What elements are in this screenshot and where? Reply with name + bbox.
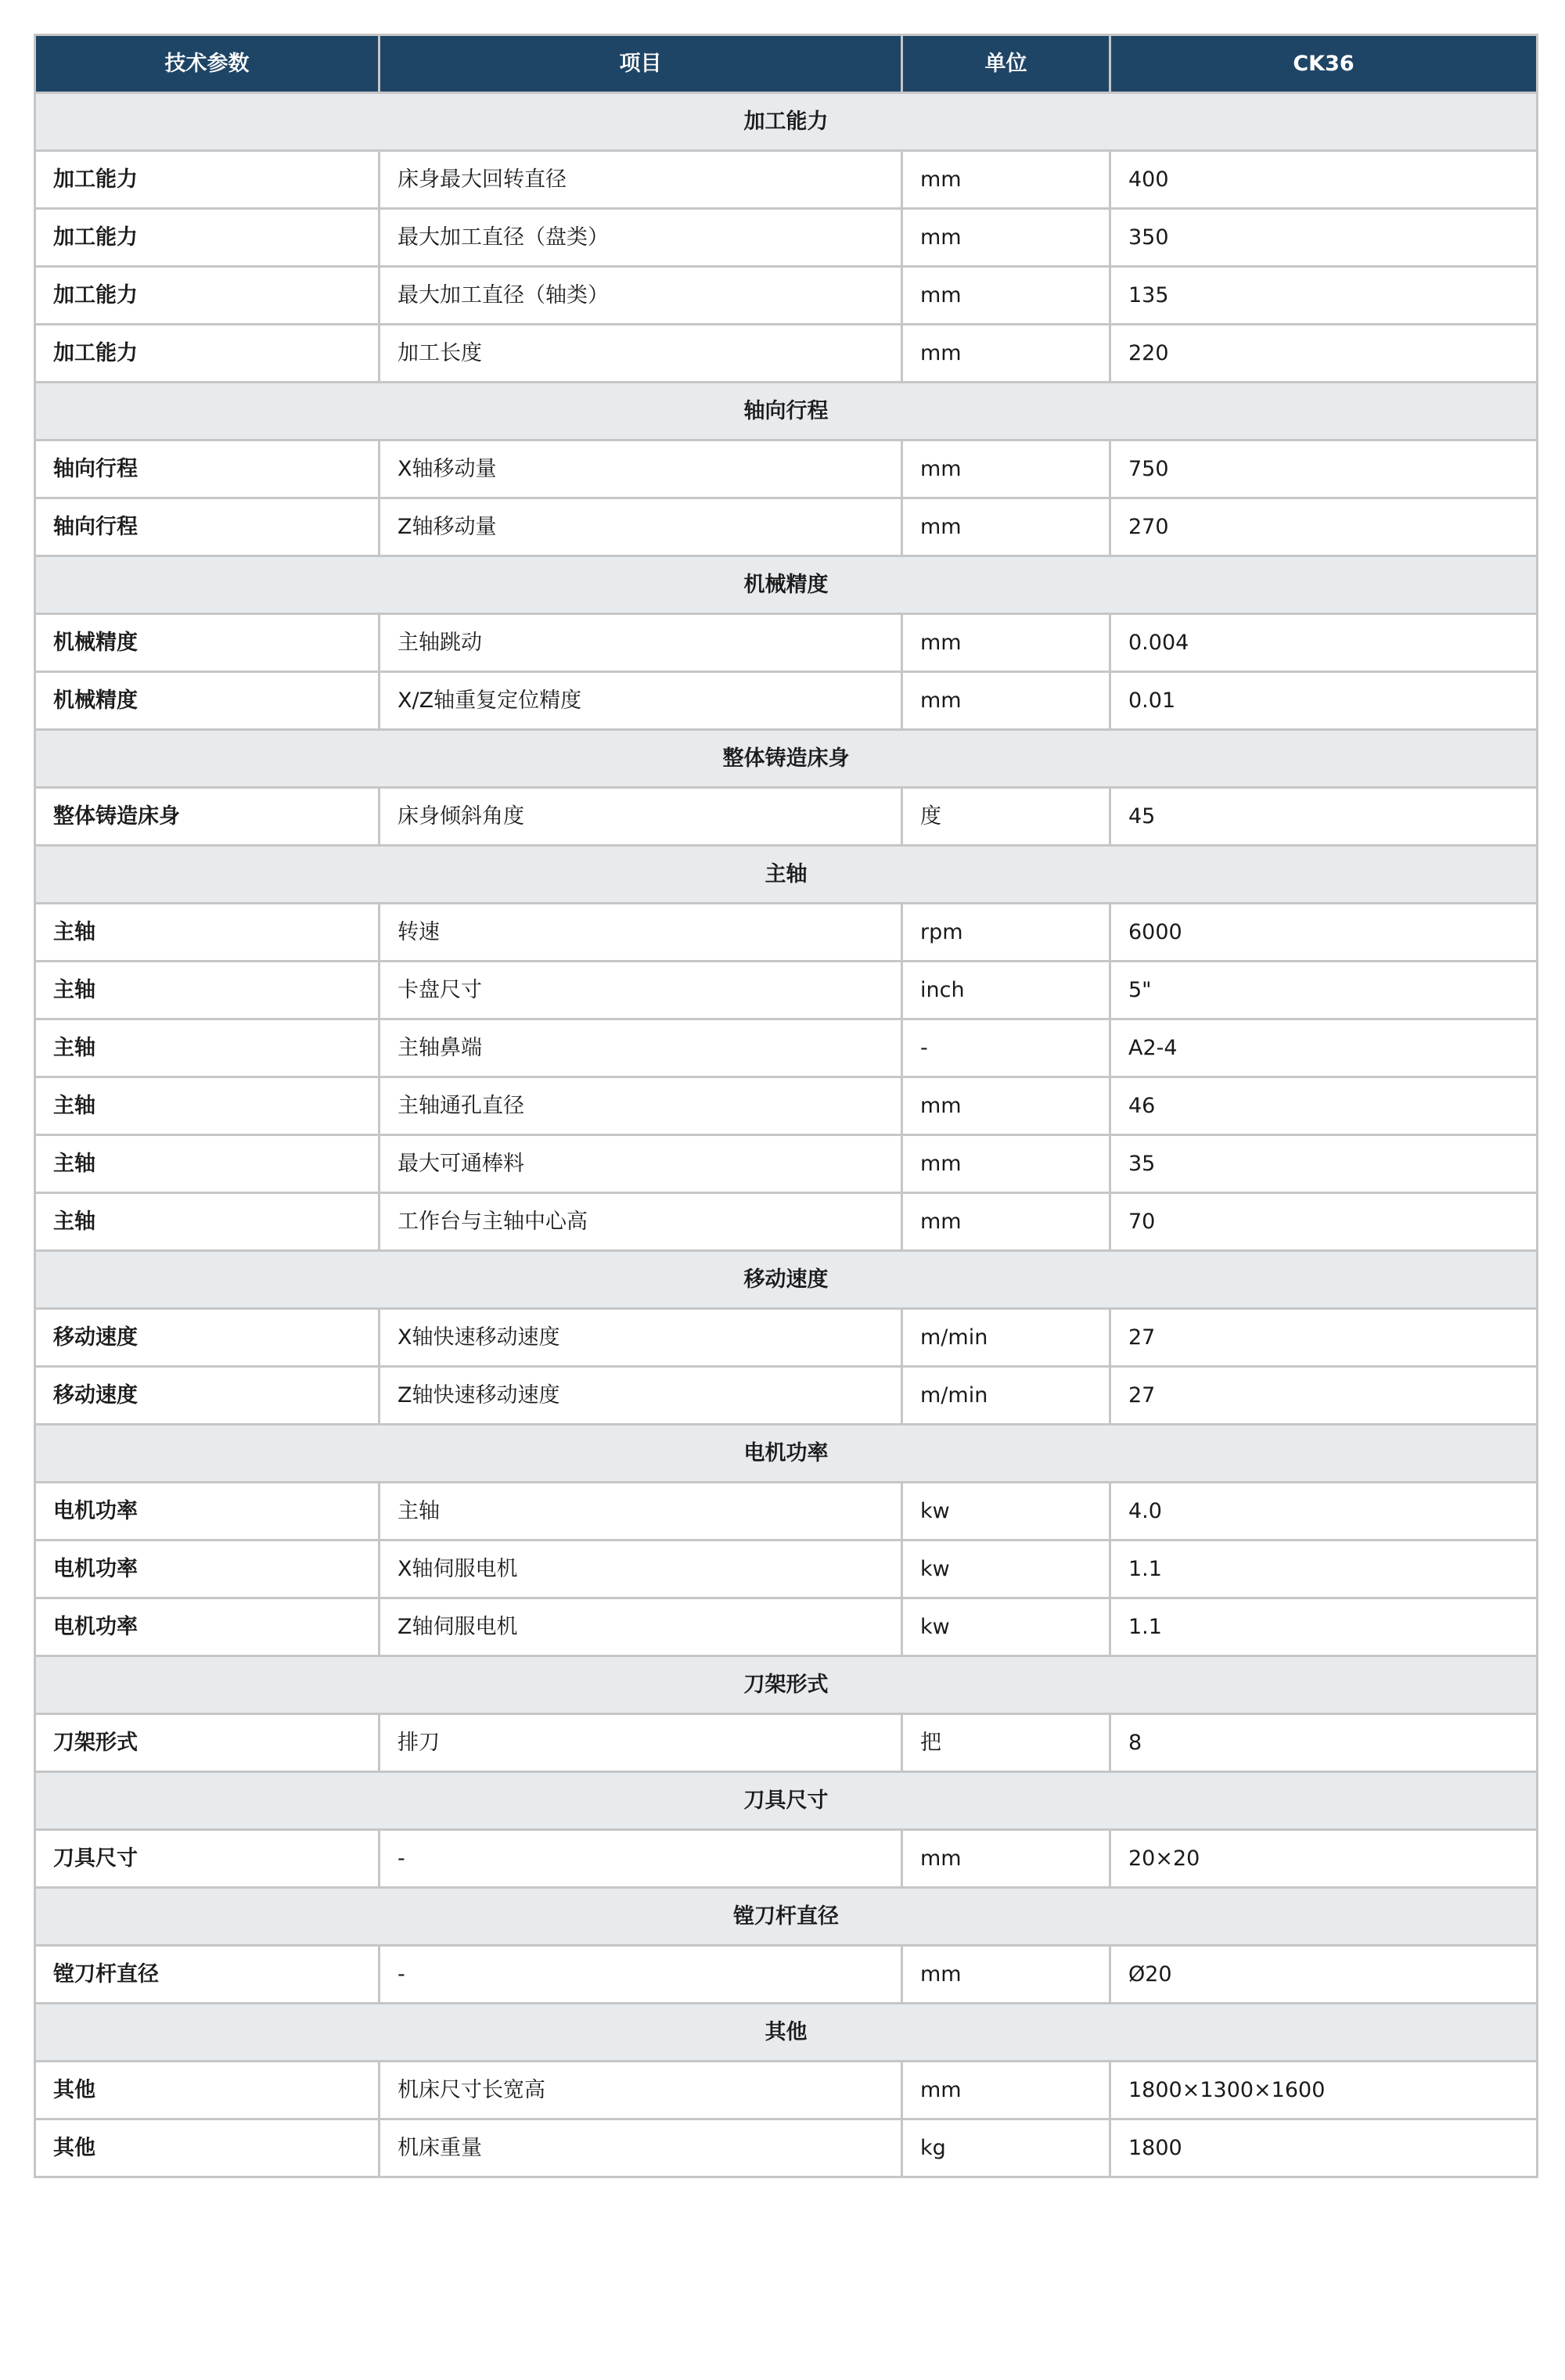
table-row (35, 1135, 1538, 1193)
value-cell: 45 (1110, 788, 1538, 846)
param-cell: 整体铸造床身 (35, 788, 380, 846)
value-cell: 35 (1110, 1135, 1538, 1193)
unit-cell: mm (902, 1077, 1110, 1135)
value-cell: 27 (1110, 1309, 1538, 1367)
param-cell: 加工能力 (35, 151, 380, 209)
item-cell: 最大加工直径（盘类） (380, 209, 902, 267)
unit-cell: mm (902, 209, 1110, 267)
table-row (35, 151, 1538, 209)
section-header-row (35, 556, 1538, 614)
header-param: 技术参数 (35, 35, 380, 93)
table-row (35, 1193, 1538, 1251)
value-cell: 1.1 (1110, 1598, 1538, 1656)
value-cell: A2-4 (1110, 1019, 1538, 1077)
unit-cell: kw (902, 1541, 1110, 1598)
table-row (35, 904, 1538, 962)
value-cell: 70 (1110, 1193, 1538, 1251)
header-row (35, 35, 1538, 93)
unit-cell: kw (902, 1598, 1110, 1656)
section-header-row (35, 1251, 1538, 1309)
unit-cell: mm (902, 151, 1110, 209)
item-cell: 转速 (380, 904, 902, 962)
value-cell: 8 (1110, 1714, 1538, 1772)
section-title: 镗刀杆直径 (35, 1888, 1538, 1946)
table-row (35, 1830, 1538, 1888)
param-cell: 轴向行程 (35, 498, 380, 556)
item-cell: 床身倾斜角度 (380, 788, 902, 846)
item-cell: - (380, 1946, 902, 2004)
table-row (35, 440, 1538, 498)
section-title: 主轴 (35, 846, 1538, 904)
param-cell: 主轴 (35, 962, 380, 1019)
item-cell: 主轴 (380, 1483, 902, 1541)
item-cell: 主轴鼻端 (380, 1019, 902, 1077)
table-row (35, 1483, 1538, 1541)
unit-cell: m/min (902, 1309, 1110, 1367)
table-header (35, 35, 1538, 93)
unit-cell: m/min (902, 1367, 1110, 1425)
table-row (35, 2119, 1538, 2177)
section-title: 整体铸造床身 (35, 730, 1538, 788)
table-row (35, 325, 1538, 383)
item-cell: Z轴伺服电机 (380, 1598, 902, 1656)
table-row (35, 1598, 1538, 1656)
section-header-row (35, 1656, 1538, 1714)
item-cell: X/Z轴重复定位精度 (380, 672, 902, 730)
section-title: 轴向行程 (35, 383, 1538, 440)
item-cell: X轴伺服电机 (380, 1541, 902, 1598)
unit-cell: mm (902, 325, 1110, 383)
section-title: 机械精度 (35, 556, 1538, 614)
item-cell: 主轴跳动 (380, 614, 902, 672)
table-row (35, 1541, 1538, 1598)
value-cell: 20×20 (1110, 1830, 1538, 1888)
unit-cell: mm (902, 267, 1110, 325)
item-cell: 机床重量 (380, 2119, 902, 2177)
section-title: 刀具尺寸 (35, 1772, 1538, 1830)
section-header-row (35, 846, 1538, 904)
param-cell: 电机功率 (35, 1483, 380, 1541)
param-cell: 移动速度 (35, 1367, 380, 1425)
header-model: CK36 (1110, 35, 1538, 93)
table-body (35, 93, 1538, 2177)
param-cell: 机械精度 (35, 614, 380, 672)
item-cell: 机床尺寸长宽高 (380, 2062, 902, 2119)
param-cell: 刀具尺寸 (35, 1830, 380, 1888)
param-cell: 轴向行程 (35, 440, 380, 498)
value-cell: 46 (1110, 1077, 1538, 1135)
section-title: 其他 (35, 2004, 1538, 2062)
param-cell: 其他 (35, 2062, 380, 2119)
value-cell: 220 (1110, 325, 1538, 383)
value-cell: 5" (1110, 962, 1538, 1019)
value-cell: 1800 (1110, 2119, 1538, 2177)
table-row (35, 1714, 1538, 1772)
value-cell: 1.1 (1110, 1541, 1538, 1598)
item-cell: - (380, 1830, 902, 1888)
header-item: 项目 (380, 35, 902, 93)
table-row (35, 1309, 1538, 1367)
section-title: 移动速度 (35, 1251, 1538, 1309)
item-cell: Z轴移动量 (380, 498, 902, 556)
item-cell: 最大可通棒料 (380, 1135, 902, 1193)
value-cell: 6000 (1110, 904, 1538, 962)
value-cell: 27 (1110, 1367, 1538, 1425)
value-cell: 135 (1110, 267, 1538, 325)
value-cell: 750 (1110, 440, 1538, 498)
param-cell: 主轴 (35, 1077, 380, 1135)
param-cell: 加工能力 (35, 209, 380, 267)
unit-cell: mm (902, 440, 1110, 498)
value-cell: Ø20 (1110, 1946, 1538, 2004)
item-cell: 加工长度 (380, 325, 902, 383)
table-row (35, 1367, 1538, 1425)
unit-cell: rpm (902, 904, 1110, 962)
table-row (35, 672, 1538, 730)
table-row (35, 1019, 1538, 1077)
unit-cell: mm (902, 1830, 1110, 1888)
table-row (35, 614, 1538, 672)
spec-table (34, 34, 1538, 2178)
unit-cell: mm (902, 2062, 1110, 2119)
unit-cell: mm (902, 1946, 1110, 2004)
item-cell: Z轴快速移动速度 (380, 1367, 902, 1425)
table-row (35, 1077, 1538, 1135)
section-header-row (35, 1772, 1538, 1830)
unit-cell: 把 (902, 1714, 1110, 1772)
table-row (35, 498, 1538, 556)
item-cell: 工作台与主轴中心高 (380, 1193, 902, 1251)
table-row (35, 2062, 1538, 2119)
value-cell: 4.0 (1110, 1483, 1538, 1541)
unit-cell: kw (902, 1483, 1110, 1541)
param-cell: 主轴 (35, 1135, 380, 1193)
value-cell: 0.004 (1110, 614, 1538, 672)
param-cell: 主轴 (35, 1193, 380, 1251)
table-row (35, 788, 1538, 846)
section-title: 加工能力 (35, 93, 1538, 151)
item-cell: 卡盘尺寸 (380, 962, 902, 1019)
param-cell: 其他 (35, 2119, 380, 2177)
item-cell: X轴移动量 (380, 440, 902, 498)
param-cell: 主轴 (35, 1019, 380, 1077)
table-row (35, 267, 1538, 325)
param-cell: 加工能力 (35, 267, 380, 325)
param-cell: 电机功率 (35, 1598, 380, 1656)
table-row (35, 209, 1538, 267)
unit-cell: - (902, 1019, 1110, 1077)
section-header-row (35, 1888, 1538, 1946)
unit-cell: mm (902, 614, 1110, 672)
spec-table-container (34, 34, 1536, 2178)
section-title: 刀架形式 (35, 1656, 1538, 1714)
section-header-row (35, 730, 1538, 788)
param-cell: 主轴 (35, 904, 380, 962)
section-header-row (35, 2004, 1538, 2062)
header-unit: 单位 (902, 35, 1110, 93)
param-cell: 电机功率 (35, 1541, 380, 1598)
value-cell: 270 (1110, 498, 1538, 556)
value-cell: 0.01 (1110, 672, 1538, 730)
table-row (35, 1946, 1538, 2004)
unit-cell: mm (902, 1193, 1110, 1251)
section-header-row (35, 93, 1538, 151)
param-cell: 加工能力 (35, 325, 380, 383)
value-cell: 350 (1110, 209, 1538, 267)
unit-cell: inch (902, 962, 1110, 1019)
unit-cell: kg (902, 2119, 1110, 2177)
section-header-row (35, 1425, 1538, 1483)
value-cell: 400 (1110, 151, 1538, 209)
param-cell: 机械精度 (35, 672, 380, 730)
section-title: 电机功率 (35, 1425, 1538, 1483)
table-row (35, 962, 1538, 1019)
unit-cell: mm (902, 498, 1110, 556)
unit-cell: 度 (902, 788, 1110, 846)
param-cell: 镗刀杆直径 (35, 1946, 380, 2004)
item-cell: 排刀 (380, 1714, 902, 1772)
param-cell: 刀架形式 (35, 1714, 380, 1772)
item-cell: 床身最大回转直径 (380, 151, 902, 209)
item-cell: 最大加工直径（轴类） (380, 267, 902, 325)
item-cell: 主轴通孔直径 (380, 1077, 902, 1135)
unit-cell: mm (902, 1135, 1110, 1193)
section-header-row (35, 383, 1538, 440)
value-cell: 1800×1300×1600 (1110, 2062, 1538, 2119)
item-cell: X轴快速移动速度 (380, 1309, 902, 1367)
param-cell: 移动速度 (35, 1309, 380, 1367)
unit-cell: mm (902, 672, 1110, 730)
